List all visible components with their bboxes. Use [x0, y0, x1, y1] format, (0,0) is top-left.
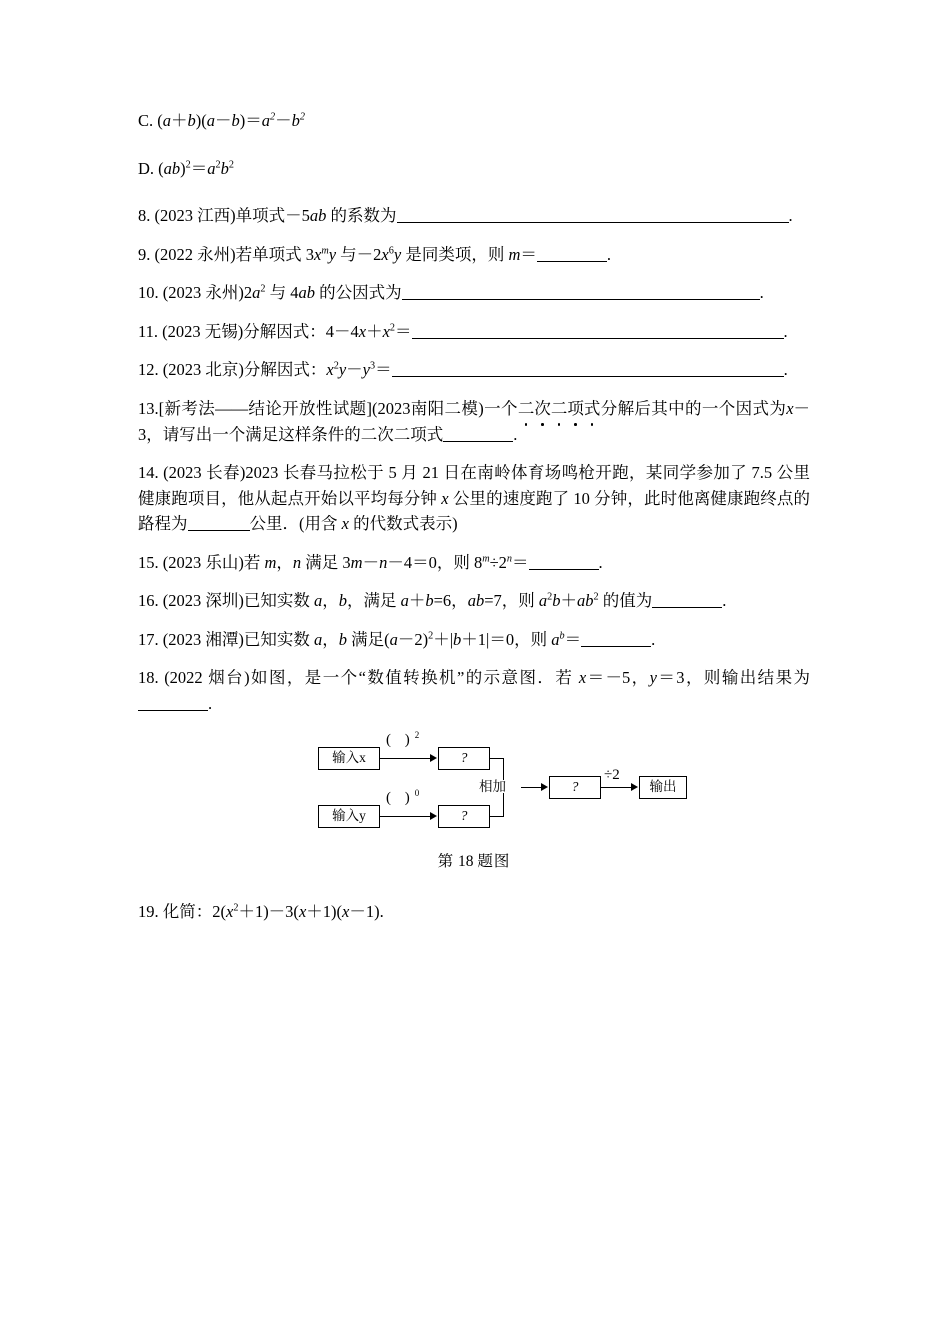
arrow-line-y — [380, 816, 432, 817]
question-8-blank[interactable] — [397, 206, 789, 223]
question-17-blank[interactable] — [581, 630, 651, 647]
question-14-number: 14. — [138, 463, 159, 483]
question-19-number: 19. — [138, 901, 159, 921]
figure-caption-suffix: 题图 — [477, 852, 511, 870]
question-18: 18. (2022 烟台)如图，是一个“数值转换机”的示意图．若 x＝－5，y＝3，则输出结果为. — [138, 668, 811, 713]
question-16-number: 16. — [138, 591, 159, 611]
question-14-text: 2023 长春马拉松于 5 月 21 日在南岭体育场鸣枪开跑，某同学参加了 7.5 公里健康跑项目，他从起点开始以平均每分钟 x 公里的速度跑了 10 分钟，此时他离健康跑终点的路程为 — [138, 463, 811, 534]
question-10-source: (2023 永州) — [162, 283, 244, 303]
square-operation-parens: ( ) — [386, 731, 415, 748]
question-12-number: 12. — [138, 360, 159, 380]
choice-d — [138, 156, 810, 182]
question-8: 8. (2023 江西)单项式－5ab 的系数为 . — [138, 206, 793, 226]
question-15-text: 若 m，n 满足 3m－n－4＝0，则 $8^m\div 2^n=$ — [243, 552, 529, 572]
question-13-text-middle: 分解后其中的一个因式为x－3，请写出一个满足这样条件的二次二项式 — [138, 398, 811, 444]
question-15-source: (2023 乐山) — [162, 552, 244, 572]
question-10-blank[interactable] — [402, 284, 760, 301]
question-16: 16. (2023 深圳)已知实数 a，b，满足 a＋b=6，ab=7，则 $a^2b+ab^2$ 的值为 . — [138, 591, 727, 611]
choice-c-expr: $(a+b)(a-b)=a^2-b^2$ — [157, 111, 305, 130]
sum-box — [549, 776, 601, 799]
figure-caption — [138, 849, 810, 871]
input-y-label: 输入y — [332, 808, 366, 824]
question-13-emphasis: 二次二项式 — [518, 396, 601, 422]
question-15-number: 15. — [138, 552, 159, 572]
choice-d-expr: $(ab)^2=a^2b^2$ — [158, 158, 234, 178]
input-x-box — [318, 747, 380, 770]
question-16-blank[interactable] — [652, 592, 722, 609]
question-11: 11. (2023 无锡)分解因式：$4-4x+x^2=$ . — [138, 321, 788, 341]
question-9-source: (2022 永州) — [154, 244, 236, 264]
input-y-box — [318, 805, 380, 828]
figure-caption-prefix: 第 — [437, 852, 455, 870]
output-box — [639, 776, 687, 799]
question-11-source: (2023 无锡) — [162, 321, 244, 341]
arrowhead-output — [631, 783, 638, 791]
question-10-number: 10. — [138, 283, 159, 303]
question-12-source: (2023 北京) — [162, 360, 244, 380]
arrowhead-x — [430, 754, 437, 762]
output-label: 输出 — [649, 779, 677, 795]
question-18-number: 18. — [138, 668, 159, 688]
divide-operation-label — [604, 768, 620, 783]
question-11-blank[interactable] — [412, 322, 784, 339]
result-y-box — [438, 805, 490, 828]
question-12: 12. (2023 北京)分解因式：$x^2y-y^3=$ . — [138, 360, 788, 380]
input-x-label: 输入x — [332, 750, 366, 766]
question-9-number: 9. — [138, 244, 151, 264]
divide-operation-text: ÷2 — [604, 766, 620, 783]
add-operation-label — [478, 780, 507, 794]
question-9-text: 若单项式 $3x^my$ 与$-2x^6y$ 是同类项，则 m＝ — [235, 244, 537, 264]
arrowhead-sum — [541, 783, 548, 791]
question-14-blank[interactable] — [188, 515, 250, 532]
choice-c-label: C. — [138, 111, 154, 130]
result-x-box — [438, 747, 490, 770]
question-18-source: (2022 烟台) — [164, 668, 250, 688]
sum-box-label: ? — [571, 779, 579, 795]
question-16-source: (2023 深圳) — [162, 591, 244, 611]
question-18-figure — [138, 731, 810, 881]
zero-power-operation-label — [386, 787, 425, 806]
question-11-number: 11. — [138, 321, 159, 341]
question-13-source: (2023南阳二模) — [371, 398, 484, 418]
arrow-line-sum — [521, 787, 543, 788]
question-17-text: 已知实数 a，b 满足$(a-2)^2+|b+1|=0$，则 $a^b=$ — [243, 629, 582, 649]
question-13-tag: [新考法——结论开放性试题] — [158, 398, 372, 418]
choice-c — [138, 108, 810, 134]
question-8-text: 单项式－5ab 的系数为 — [235, 206, 397, 226]
zero-power-exponent: 0 — [414, 787, 425, 798]
arrowhead-y — [430, 812, 437, 820]
question-17: 17. (2023 湘潭)已知实数 a，b 满足$(a-2)^2+|b+1|=0$，则 $a^b=$ . — [138, 629, 656, 649]
question-14-text-after: 公里．(用含 x 的代数式表示) — [249, 514, 458, 534]
question-19-text: 化简：$2(x^2+1)-3(x+1)(x-1)$. — [162, 901, 384, 921]
arrow-line-x — [380, 758, 432, 759]
question-9-blank[interactable] — [537, 245, 607, 262]
question-14-source: (2023 长春) — [163, 463, 246, 483]
question-8-number: 8. — [138, 206, 151, 226]
add-operation-text: 相加 — [479, 778, 506, 794]
question-13-text-before: 一个 — [483, 398, 518, 418]
question-17-source: (2023 湘潭) — [162, 629, 244, 649]
question-17-number: 17. — [138, 629, 159, 649]
question-18-text: 如图，是一个“数值转换机”的示意图．若 x＝－5，y＝3，则输出结果为 — [249, 668, 811, 688]
question-13-number: 13. — [138, 398, 159, 418]
question-13: 13.[新考法——结论开放性试题](2023南阳二模)一个二次二项式分解后其中的一个因式为x－3，请写出一个满足这样条件的二次二项式 . — [138, 396, 810, 447]
figure-caption-number: 18 — [458, 852, 474, 870]
arrow-line-output — [601, 787, 633, 788]
square-operation-label — [386, 729, 425, 748]
merge-stub-bottom — [490, 816, 504, 817]
result-x-label: ? — [460, 750, 468, 766]
question-10-text: $2a^2$ 与 4ab 的公因式为 — [243, 283, 402, 303]
question-10: 10. (2023 永州)$2a^2$ 与 4ab 的公因式为 . — [138, 283, 764, 303]
question-16-text: 已知实数 a，b，满足 a＋b=6，ab=7，则 $a^2b+ab^2$ 的值为 — [243, 591, 653, 611]
question-11-text: 分解因式：$4-4x+x^2=$ — [243, 321, 412, 341]
choice-d-label: D. — [138, 158, 155, 178]
result-y-label: ? — [460, 808, 468, 824]
question-15-blank[interactable] — [529, 553, 599, 570]
question-19 — [138, 899, 810, 925]
content-column — [138, 108, 810, 937]
question-18-blank[interactable] — [138, 694, 208, 711]
question-14 — [138, 460, 810, 537]
number-converter-diagram — [318, 729, 677, 843]
question-12-text: 分解因式：$x^2y-y^3=$ — [243, 360, 392, 380]
question-12-blank[interactable] — [392, 361, 784, 378]
square-operation-exponent: 2 — [414, 729, 425, 740]
merge-stub-top — [490, 758, 504, 759]
question-15: 15. (2023 乐山)若 m，n 满足 3m－n－4＝0，则 $8^m\div 2^n=$ . — [138, 552, 603, 572]
zero-power-parens: ( ) — [386, 789, 415, 806]
question-8-source: (2023 江西) — [154, 206, 236, 226]
question-9: 9. (2022 永州)若单项式 $3x^my$ 与$-2x^6y$ 是同类项，则 m＝ . — [138, 244, 611, 264]
question-13-blank[interactable] — [443, 425, 513, 442]
